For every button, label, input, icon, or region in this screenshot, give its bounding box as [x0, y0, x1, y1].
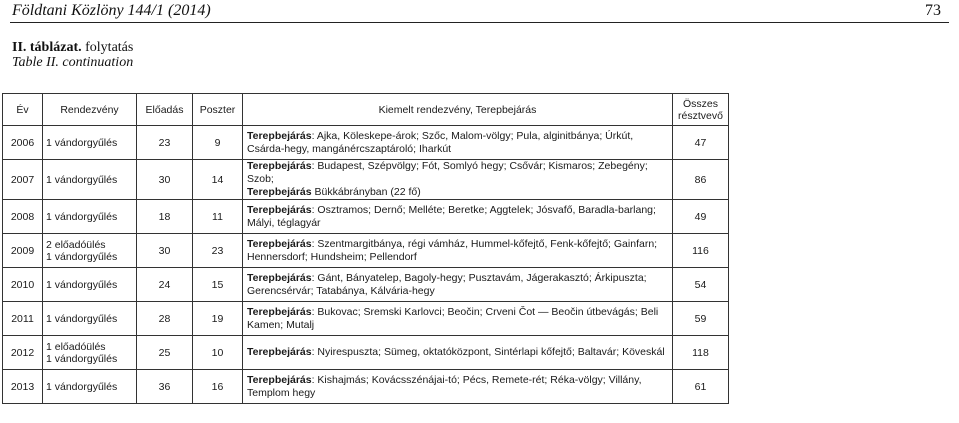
highlight-label: Terepbejárás	[247, 346, 312, 358]
cell-highlights	[243, 268, 673, 302]
table-row	[3, 268, 729, 302]
highlight-label: Terepbejárás	[247, 237, 312, 250]
cell-posters: 23	[193, 234, 243, 268]
table-row	[3, 370, 729, 404]
col-header-event: Rendezvény	[43, 94, 137, 126]
highlight-text: : Ajka, Köleskepe-árok; Szőc, Malom-völgy; Pula, alginitbánya; Úrkút, Csárda-hegy, mangánércszaptároló; Iharkút	[247, 129, 634, 155]
cell-highlights	[243, 234, 673, 268]
event-line: 1 vándorgyűlés	[46, 250, 118, 263]
col-header-talks: Előadás	[137, 94, 193, 126]
cell-year: 2008	[3, 200, 43, 234]
highlight-label: Terepbejárás	[247, 160, 312, 172]
table-container	[2, 93, 728, 404]
cell-highlights	[243, 302, 673, 336]
cell-event	[43, 336, 137, 370]
table-title	[12, 40, 133, 55]
table-row	[3, 234, 729, 268]
cell-event	[43, 126, 137, 160]
cell-talks: 36	[137, 370, 193, 404]
table-row	[3, 336, 729, 370]
event-line: 2 előadóülés	[46, 238, 106, 251]
cell-talks: 25	[137, 336, 193, 370]
highlight-label: Terepbejárás	[247, 305, 312, 318]
cell-total: 116	[673, 234, 729, 268]
highlight-label: Terepbejárás	[247, 129, 312, 142]
highlight-label: Terepbejárás	[247, 373, 312, 386]
highlight-label: Terepbejárás	[247, 271, 312, 284]
event-line: 1 vándorgyűlés	[46, 136, 118, 149]
cell-total: 86	[673, 160, 729, 200]
highlight-label: Terepbejárás	[247, 186, 312, 198]
event-line: 1 vándorgyűlés	[46, 352, 118, 365]
table-row	[3, 200, 729, 234]
table-row	[3, 160, 729, 200]
cell-year: 2007	[3, 160, 43, 200]
cell-year: 2010	[3, 268, 43, 302]
table-row	[3, 302, 729, 336]
cell-talks: 18	[137, 200, 193, 234]
cell-posters: 11	[193, 200, 243, 234]
cell-highlights	[243, 200, 673, 234]
cell-posters: 19	[193, 302, 243, 336]
cell-year: 2012	[3, 336, 43, 370]
cell-year: 2011	[3, 302, 43, 336]
cell-event	[43, 234, 137, 268]
table-title-rest: folytatás	[81, 40, 134, 55]
table-header-row	[3, 94, 729, 126]
highlight-label: Terepbejárás	[247, 203, 312, 216]
cell-talks: 23	[137, 126, 193, 160]
cell-year: 2009	[3, 234, 43, 268]
cell-posters: 14	[193, 160, 243, 200]
event-line: 1 vándorgyűlés	[46, 278, 118, 291]
header-rule	[10, 22, 949, 23]
running-head-journal: Földtani Közlöny 144/1 (2014)	[12, 2, 211, 19]
cell-total: 47	[673, 126, 729, 160]
cell-talks: 24	[137, 268, 193, 302]
cell-year: 2013	[3, 370, 43, 404]
cell-posters: 9	[193, 126, 243, 160]
cell-total: 54	[673, 268, 729, 302]
col-header-year: Év	[3, 94, 43, 126]
cell-total: 49	[673, 200, 729, 234]
event-line: 1 vándorgyűlés	[46, 173, 118, 186]
cell-event	[43, 370, 137, 404]
table-row	[3, 126, 729, 160]
cell-posters: 16	[193, 370, 243, 404]
cell-highlights	[243, 126, 673, 160]
cell-talks: 28	[137, 302, 193, 336]
table-title-number: II. táblázat.	[12, 40, 82, 55]
col-header-total: Összes résztvevő	[673, 94, 729, 126]
table-subtitle: Table II. continuation	[12, 55, 134, 70]
event-line: 1 előadóülés	[46, 340, 106, 353]
data-table	[2, 93, 729, 404]
event-line: 1 vándorgyűlés	[46, 210, 118, 223]
page-number: 73	[925, 2, 941, 19]
cell-highlights	[243, 160, 673, 200]
cell-highlights	[243, 370, 673, 404]
cell-total: 118	[673, 336, 729, 370]
highlight-text: : Gánt, Bányatelep, Bagoly-hegy; Pusztavám, Jágerakasztó; Árkipuszta; Gerencsérvár; Tatabánya, Kálvária-hegy	[247, 271, 647, 297]
table-body	[3, 126, 729, 404]
cell-year: 2006	[3, 126, 43, 160]
cell-posters: 15	[193, 268, 243, 302]
highlight-text: : Kishajmás; Kovácsszénájai-tó; Pécs, Remete-rét; Réka-völgy; Villány, Templom hegy	[247, 373, 642, 399]
event-line: 1 vándorgyűlés	[46, 312, 118, 325]
highlight-text: : Szentmargitbánya, régi vámház, Hummel-kőfejtő, Fenk-kőfejtő; Gainfarn; Hennersdorf; Hundsheim; Pellendorf	[247, 237, 658, 263]
cell-event	[43, 200, 137, 234]
cell-total: 61	[673, 370, 729, 404]
cell-talks: 30	[137, 160, 193, 200]
highlight-text: : Osztramos; Dernő; Melléte; Beretke; Aggtelek; Jósvafő, Baradla-barlang; Mályi, téglagyár	[247, 203, 656, 229]
cell-talks: 30	[137, 234, 193, 268]
cell-event	[43, 160, 137, 200]
highlight-text: : Nyirespuszta; Sümeg, oktatóközpont, Sintérlapi kőfejtő; Baltavár; Köveskál	[311, 346, 665, 358]
cell-event	[43, 302, 137, 336]
event-line: 1 vándorgyűlés	[46, 380, 118, 393]
highlight-text: Bükkábrányban (22 fő)	[311, 186, 421, 198]
highlight-text: : Bukovac; Sremski Karlovci; Beočin; Crveni Čot — Beočin útbevágás; Beli Kamen; Mutalj	[247, 305, 659, 331]
col-header-posters: Poszter	[193, 94, 243, 126]
highlight-text: : Budapest, Szépvölgy; Fót, Somlyó hegy; Csővár; Kismaros; Zebegény; Szob;	[247, 160, 648, 185]
cell-total: 59	[673, 302, 729, 336]
cell-event	[43, 268, 137, 302]
col-header-highlights: Kiemelt rendezvény, Terepbejárás	[243, 94, 673, 126]
cell-posters: 10	[193, 336, 243, 370]
cell-highlights	[243, 336, 673, 370]
